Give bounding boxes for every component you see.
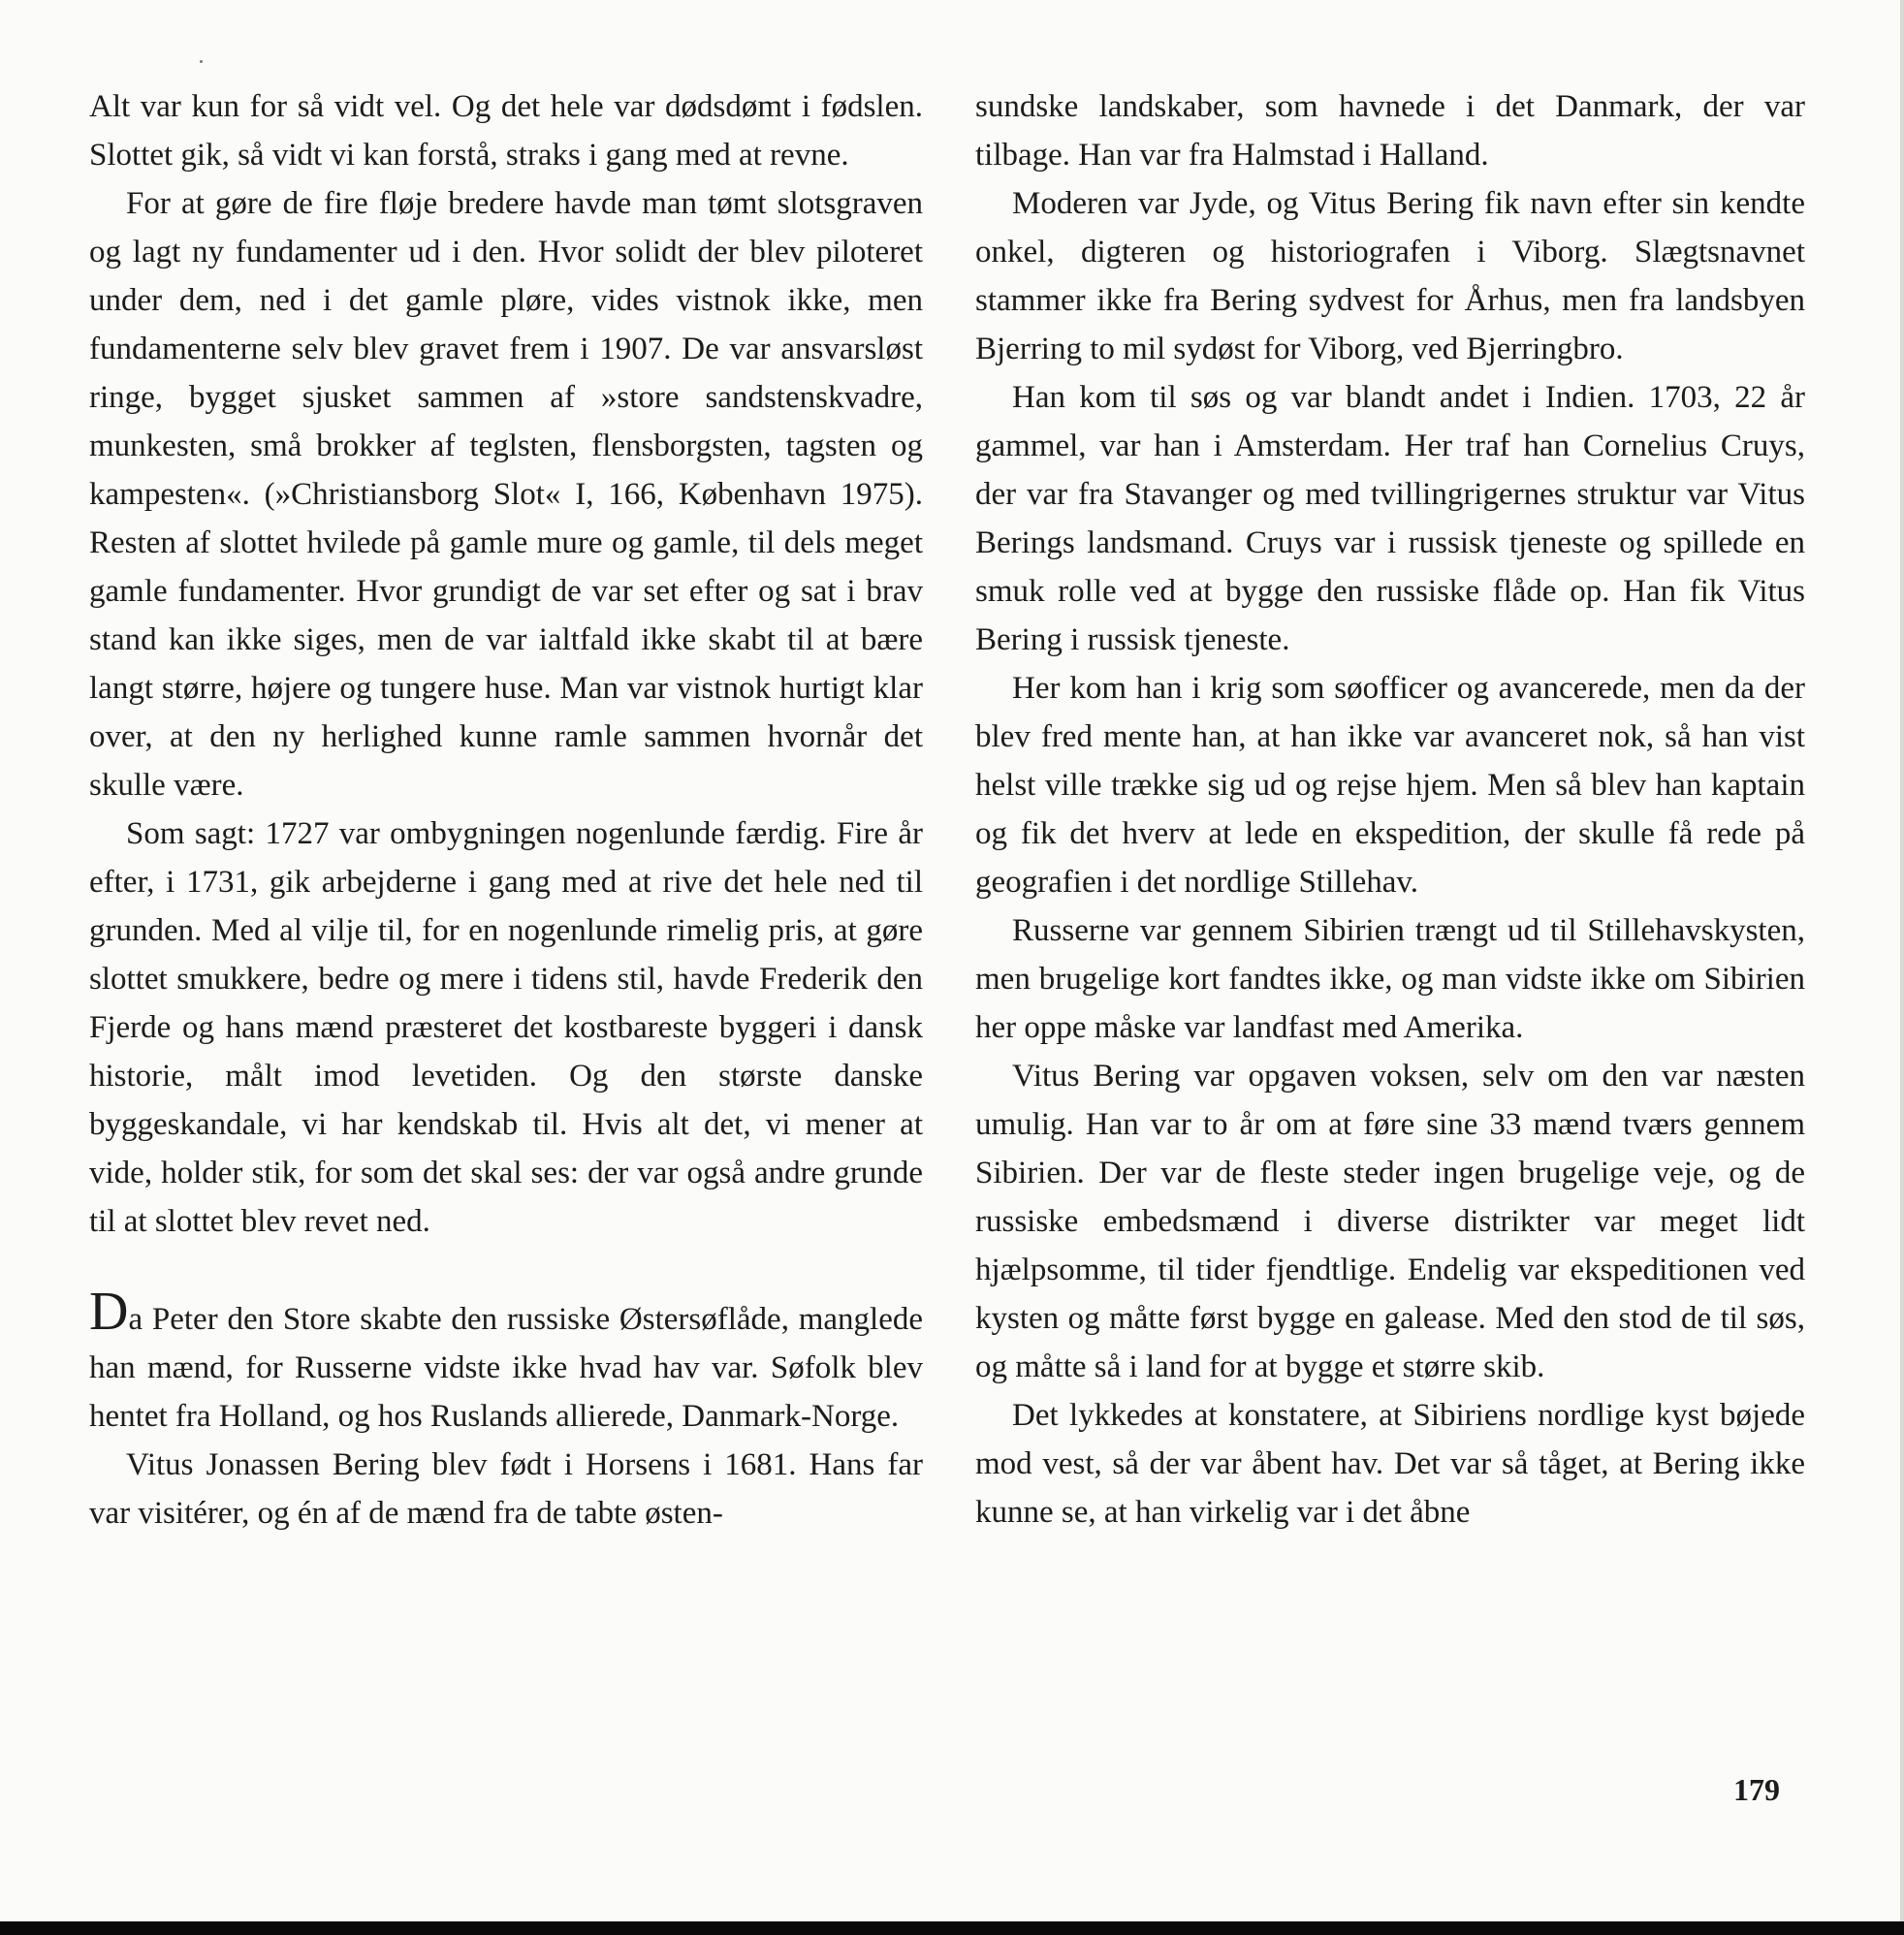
page-number: 179 bbox=[1733, 1772, 1780, 1807]
paragraph: Alt var kun for så vidt vel. Og det hele var dødsdømt i fødslen. Slottet gik, så vidt vi kan forstå, straks i gang med at revne. bbox=[89, 89, 923, 173]
scan-border bbox=[0, 1921, 1904, 1935]
section-opening-paragraph bbox=[89, 1282, 923, 1441]
section-opening-text: a Peter den Store skabte den russiske Østersøflåde, manglede han mænd, for Russerne vidste ikke hvad hav var. Søfolk blev hentet fra Holland, og hos Ruslands allierede, Danmark-Norge. bbox=[89, 1302, 923, 1434]
drop-cap: D bbox=[89, 1282, 129, 1342]
left-text-column bbox=[89, 82, 923, 1538]
paragraph: Her kom han i krig som søofficer og avancerede, men da der blev fred mente han, at han ikke var avanceret nok, så han vist helst ville trække sig ud og rejse hjem. Men så blev han kaptain og fik det hverv at lede en ekspedition, der skulle få rede på geografien i det nordlige Stillehav. bbox=[975, 671, 1805, 900]
paragraph: Det lykkedes at konstatere, at Sibiriens nordlige kyst bøjede mod vest, så der var åbent hav. Det var så tåget, at Bering ikke kunne se, at han virkelig var i det åbne bbox=[975, 1398, 1805, 1530]
right-text-column bbox=[975, 82, 1805, 1537]
print-speck bbox=[200, 60, 203, 63]
paragraph: Han kom til søs og var blandt andet i Indien. 1703, 22 år gammel, var han i Amsterdam. Her traf han Cornelius Cruys, der var fra Stavanger og med tvillingrigernes struktur var Vitus Berings landsmand. Cruys var i russisk tjeneste og spillede en smuk rolle ved at bygge den russiske flåde op. Han fik Vitus Bering i russisk tjeneste. bbox=[975, 380, 1805, 657]
page-edge bbox=[1900, 0, 1904, 1935]
paragraph: Som sagt: 1727 var ombygningen nogenlunde færdig. Fire år efter, i 1731, gik arbejderne i gang med at rive det hele ned til grunden. Med al vilje til, for en nogenlunde rimelig pris, at gøre slottet smukkere, bedre og mere i tidens stil, havde Frederik den Fjerde og hans mænd præsteret det kostbareste byggeri i dansk historie, målt imod levetiden. Og den største danske byggeskandale, vi har kendskab til. Hvis alt det, vi mener at vide, holder stik, for som det skal ses: der var også andre grunde til at slottet blev revet ned. bbox=[89, 816, 923, 1239]
paragraph: Russerne var gennem Sibirien trængt ud til Stillehavskysten, men brugelige kort fandtes ikke, og man vidste ikke om Sibirien her oppe måske var landfast med Amerika. bbox=[975, 913, 1805, 1045]
paragraph: For at gøre de fire fløje bredere havde man tømt slotsgraven og lagt ny fundamenter ud i den. Hvor solidt der blev piloteret under dem, ned i det gamle pløre, vides vistnok ikke, men fundamenterne selv blev gravet frem i 1907. De var ansvarsløst ringe, bygget sjusket sammen af »store sandstenskvadre, munkesten, små brokker af teglsten, flensborgsten, tagsten og kampesten«. (»Christiansborg Slot« I, 166, København 1975). Resten af slottet hvilede på gamle mure og gamle, til dels meget gamle fundamenter. Hvor grundigt de var set efter og sat i brav stand kan ikke siges, men de var ialtfald ikke skabt til at bære langt større, højere og tungere huse. Man var vistnok hurtigt klar over, at den ny herlighed kunne ramle sammen hvornår det skulle være. bbox=[89, 186, 923, 803]
paragraph: sundske landskaber, som havnede i det Danmark, der var tilbage. Han var fra Halmstad i Halland. bbox=[975, 89, 1805, 173]
paragraph: Moderen var Jyde, og Vitus Bering fik navn efter sin kendte onkel, digteren og historiografen i Viborg. Slægtsnavnet stammer ikke fra Bering sydvest for Århus, men fra landsbyen Bjerring to mil sydøst for Viborg, ved Bjerringbro. bbox=[975, 186, 1805, 366]
paragraph: Vitus Bering var opgaven voksen, selv om den var næsten umulig. Han var to år om at føre sine 33 mænd tværs gennem Sibirien. Der var de fleste steder ingen brugelige veje, og de russiske embedsmænd i diverse distrikter var meget lidt hjælpsomme, til tider fjendtlige. Endelig var ekspeditionen ved kysten og måtte først bygge en galease. Med den stod de til søs, og måtte så i land for at bygge et større skib. bbox=[975, 1059, 1805, 1384]
paragraph: Vitus Jonassen Bering blev født i Horsens i 1681. Hans far var visitérer, og én af de mænd fra de tabte østen- bbox=[89, 1447, 923, 1531]
